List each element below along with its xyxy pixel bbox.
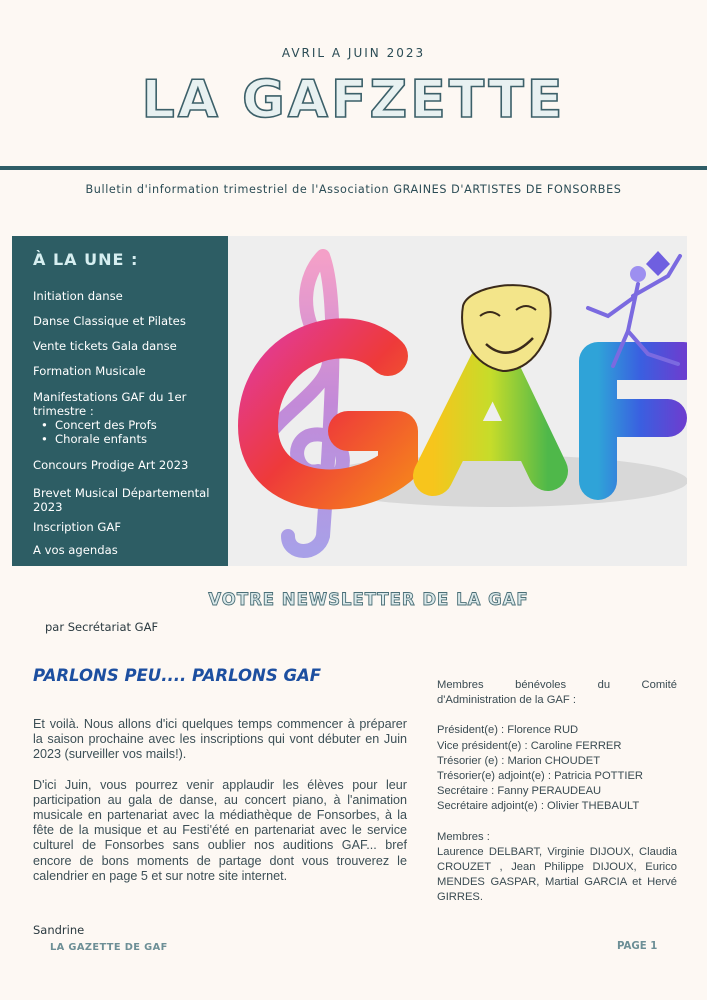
footer-title: LA GAZETTE DE GAF [50, 942, 168, 953]
gaf-logo-graphic [228, 236, 687, 566]
gaf-logo-illustration [228, 236, 687, 566]
committee-role: Trésorier(e) adjoint(e) : Patricia POTTIER [437, 770, 643, 783]
committee-role: Secrétaire adjoint(e) : Olivier THEBAULT [437, 800, 640, 813]
article-paragraph: D'ici Juin, vous pourrez venir applaudir les élèves pour leur participation au gala de danse, au concert piano, à l'animation musicale en partenariat avec la médiathèque de Fonsorbes, à la fête de la musique et au Festi'été en partenariat avec le service culturel de Fonsorbes sans oublier nos auditions GAF... bref encore de bons moments de partage dont vous trouverez le calendrier en page 5 et sur notre site internet. [33, 777, 407, 883]
committee-intro: d'Administration de la GAF : [437, 694, 576, 707]
une-subitem: • Chorale enfants [33, 432, 217, 446]
a-la-une-panel [12, 236, 228, 566]
une-item: A vos agendas [33, 543, 118, 557]
newsletter-title: LA GAFZETTE [141, 70, 566, 130]
committee-panel [437, 678, 677, 906]
article-body [33, 717, 407, 899]
header-divider [0, 166, 707, 170]
members-list: Laurence DELBART, Virginie DIJOUX, Claudia CROUZET , Jean Philippe DIJOUX, Eurico MENDES GASPAR, Martial GARCIA et Hervé GIRRES. [437, 845, 677, 904]
committee-role: Président(e) : Florence RUD [437, 724, 579, 737]
page-number: PAGE 1 [617, 941, 658, 952]
committee-role: Secrétaire : Fanny PERAUDEAU [437, 785, 602, 798]
une-item: Concours Prodige Art 2023 [33, 458, 189, 472]
une-item: Vente tickets Gala danse [33, 339, 177, 353]
committee-role: Trésorier (e) : Marion CHOUDET [437, 754, 601, 767]
committee-role: Vice président(e) : Caroline FERRER [437, 739, 622, 752]
article-signature: Sandrine [33, 923, 85, 937]
une-item: Initiation danse [33, 289, 123, 303]
article-paragraph: Et voilà. Nous allons d'ici quelques temps commencer à préparer la saison prochaine avec les inscriptions qui vont débuter en Juin 2023 (surveiller vos mails!). [33, 717, 407, 762]
a-la-une-heading: À LA UNE : [33, 250, 139, 269]
une-item: Formation Musicale [33, 364, 146, 378]
une-item: Danse Classique et Pilates [33, 314, 186, 328]
members-label: Membres : [437, 830, 490, 843]
une-item-label: Manifestations GAF du 1er trimestre : [33, 390, 187, 418]
une-item-manifestations [33, 390, 217, 446]
newsletter-subtitle: Bulletin d'information trimestriel de l'Association GRAINES D'ARTISTES DE FONSORBES [85, 183, 622, 196]
une-subitem: • Concert des Profs [33, 418, 217, 432]
une-sublist [33, 418, 217, 446]
newsletter-heading: VOTRE NEWSLETTER DE LA GAF [208, 590, 529, 609]
article-heading: PARLONS PEU.... PARLONS GAF [33, 666, 322, 685]
issue-period: AVRIL A JUIN 2023 [281, 46, 426, 60]
byline: par Secrétariat GAF [45, 620, 159, 634]
une-item: Inscription GAF [33, 520, 122, 534]
une-item: Brevet Musical Départemental 2023 [33, 486, 210, 514]
committee-intro: Membres bénévoles du Comité [437, 679, 677, 691]
